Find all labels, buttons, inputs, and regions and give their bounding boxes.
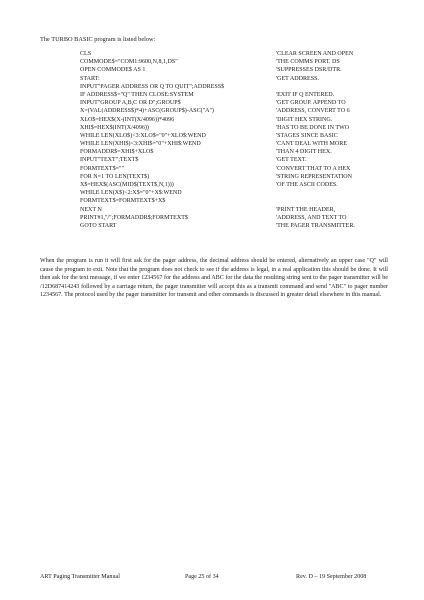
code-statement: IF ADDRESS$="Q" THEN CLOSE:SYSTEM	[80, 91, 194, 98]
code-line	[80, 117, 400, 125]
code-line	[80, 198, 400, 206]
code-statement: WHILE LEN(XHI$)<3:XHI$="0"+XHI$:WEND	[80, 141, 201, 148]
code-comment: 'THAN 4 DIGIT HEX.	[276, 149, 332, 156]
intro-text: The TURBO BASIC program is listed below:	[40, 36, 156, 43]
code-comment: 'PRINT THE HEADER,	[276, 206, 336, 213]
code-comment: 'CONVERT THAT TO A HEX	[276, 165, 351, 172]
code-comment: 'ADDRESS, AND TEXT TO	[276, 214, 347, 221]
code-line	[80, 125, 400, 133]
code-comment: 'GET TEXT.	[276, 157, 307, 164]
code-statement: COMMODE$="COM1:9600,N,8,1,DS"	[80, 59, 178, 66]
code-line	[80, 133, 400, 141]
code-statement: GOTO START	[80, 222, 117, 229]
code-line	[80, 223, 400, 231]
code-statement: FOR N=1 TO LEN(TEXT$)	[80, 173, 150, 180]
footer-page-number: Page 25 of 34	[185, 574, 219, 580]
code-statement: FORMTEXT$=FORMTEXT$+X$	[80, 198, 166, 205]
code-line	[80, 108, 400, 116]
code-statement: CLS	[80, 51, 92, 57]
code-line	[80, 174, 400, 182]
code-statement: FORMTEXT$=""	[80, 165, 124, 172]
code-comment: 'OF THE ASCII CODES.	[276, 182, 338, 188]
code-statement: NEXT N	[80, 206, 102, 213]
code-comment: 'STAGES SINCE BASIC	[276, 132, 338, 139]
code-listing	[80, 51, 400, 231]
code-line	[80, 67, 400, 75]
code-line	[80, 92, 400, 100]
body-paragraph: When the program is run it will first ask for the pager address, the decimal address should be entered, alternatively an upper case "Q" will cause the program to exit. Note that the program does not check to see if the address is legal, in a real application this should be done. It will then ask for the text message, if we enter 1234567 for the address and ABC for the data the resulting string sent to the pager transmitter will be /12D687414243 followed by a carriage return, the pager transmitter will accept this as a transmit command and send "ABC" to pager number 1234567. The protocol used by the pager transmitter for transmit and other commands is discussed in greater detail elsewhere in this manual.	[40, 258, 388, 298]
code-statement: START:	[80, 75, 100, 82]
code-line	[80, 157, 400, 165]
code-line	[80, 182, 400, 190]
code-statement: WHILE LEN(XLO$)<3:XLO$="0"+XLO$:WEND	[80, 132, 206, 139]
code-comment: 'CANT DEAL WITH MORE	[276, 141, 348, 148]
code-comment: 'GET ADDRESS.	[276, 75, 319, 82]
footer-revision: Rev. D – 19 September 2008	[296, 574, 367, 580]
code-statement: X$=HEX$(ASC(MID$(TEXT$,N,1)))	[80, 182, 174, 188]
code-statement: WHILE LEN(X$)<2:X$="0"+X$:WEND	[80, 190, 182, 197]
code-line	[80, 166, 400, 174]
code-line	[80, 84, 400, 92]
code-statement: INPUT"TEXT";TEXT$	[80, 157, 139, 164]
code-comment: 'ADDRESS, CONVERT TO 6	[276, 108, 350, 115]
code-line	[80, 215, 400, 223]
code-comment: 'DIGIT HEX STRING.	[276, 116, 333, 123]
code-statement: PRINT#1,"/";FORMADDR$;FORMTEXT$	[80, 214, 188, 221]
code-comment: 'GET GROUP. APPEND TO	[276, 100, 346, 107]
code-statement: OPEN COMMODE$ AS 1	[80, 67, 146, 74]
code-statement: INPUT"GROUP A,B,C OR D";GROUP$	[80, 100, 181, 107]
code-comment: 'STRING REPRESENTATION	[276, 173, 353, 180]
code-comment: 'CLEAR SCREEN AND OPEN	[276, 51, 354, 57]
code-comment: 'HAS TO BE DONE IN TWO	[276, 124, 350, 131]
code-statement: XHI$=HEX$(INT(X/4096))	[80, 124, 149, 131]
code-comment: 'THE COMMS PORT. DS	[276, 59, 340, 66]
code-comment: 'THE PAGER TRANSMITTER.	[276, 222, 355, 229]
code-statement: XLO$=HEX$(X-(INT(X/4096))*4096	[80, 116, 175, 123]
code-line	[80, 207, 400, 215]
code-comment: 'SUPPRESSES DSR/DTR.	[276, 67, 342, 74]
code-statement: X=(VAL(ADDRESS$)*4)+ASC(GROUP$)-ASC("A")	[80, 108, 214, 115]
code-statement: INPUT"PAGER ADDRESS OR Q TO QUIT";ADDRESS$	[80, 83, 225, 90]
footer-manual-title: ART Paging Transmitter Manual	[40, 574, 120, 580]
code-line	[80, 76, 400, 84]
code-statement: FORMADDR$=XHI$+XLO$	[80, 149, 154, 156]
code-comment: 'EXIT IF Q ENTERED.	[276, 91, 335, 98]
code-line	[80, 51, 400, 59]
